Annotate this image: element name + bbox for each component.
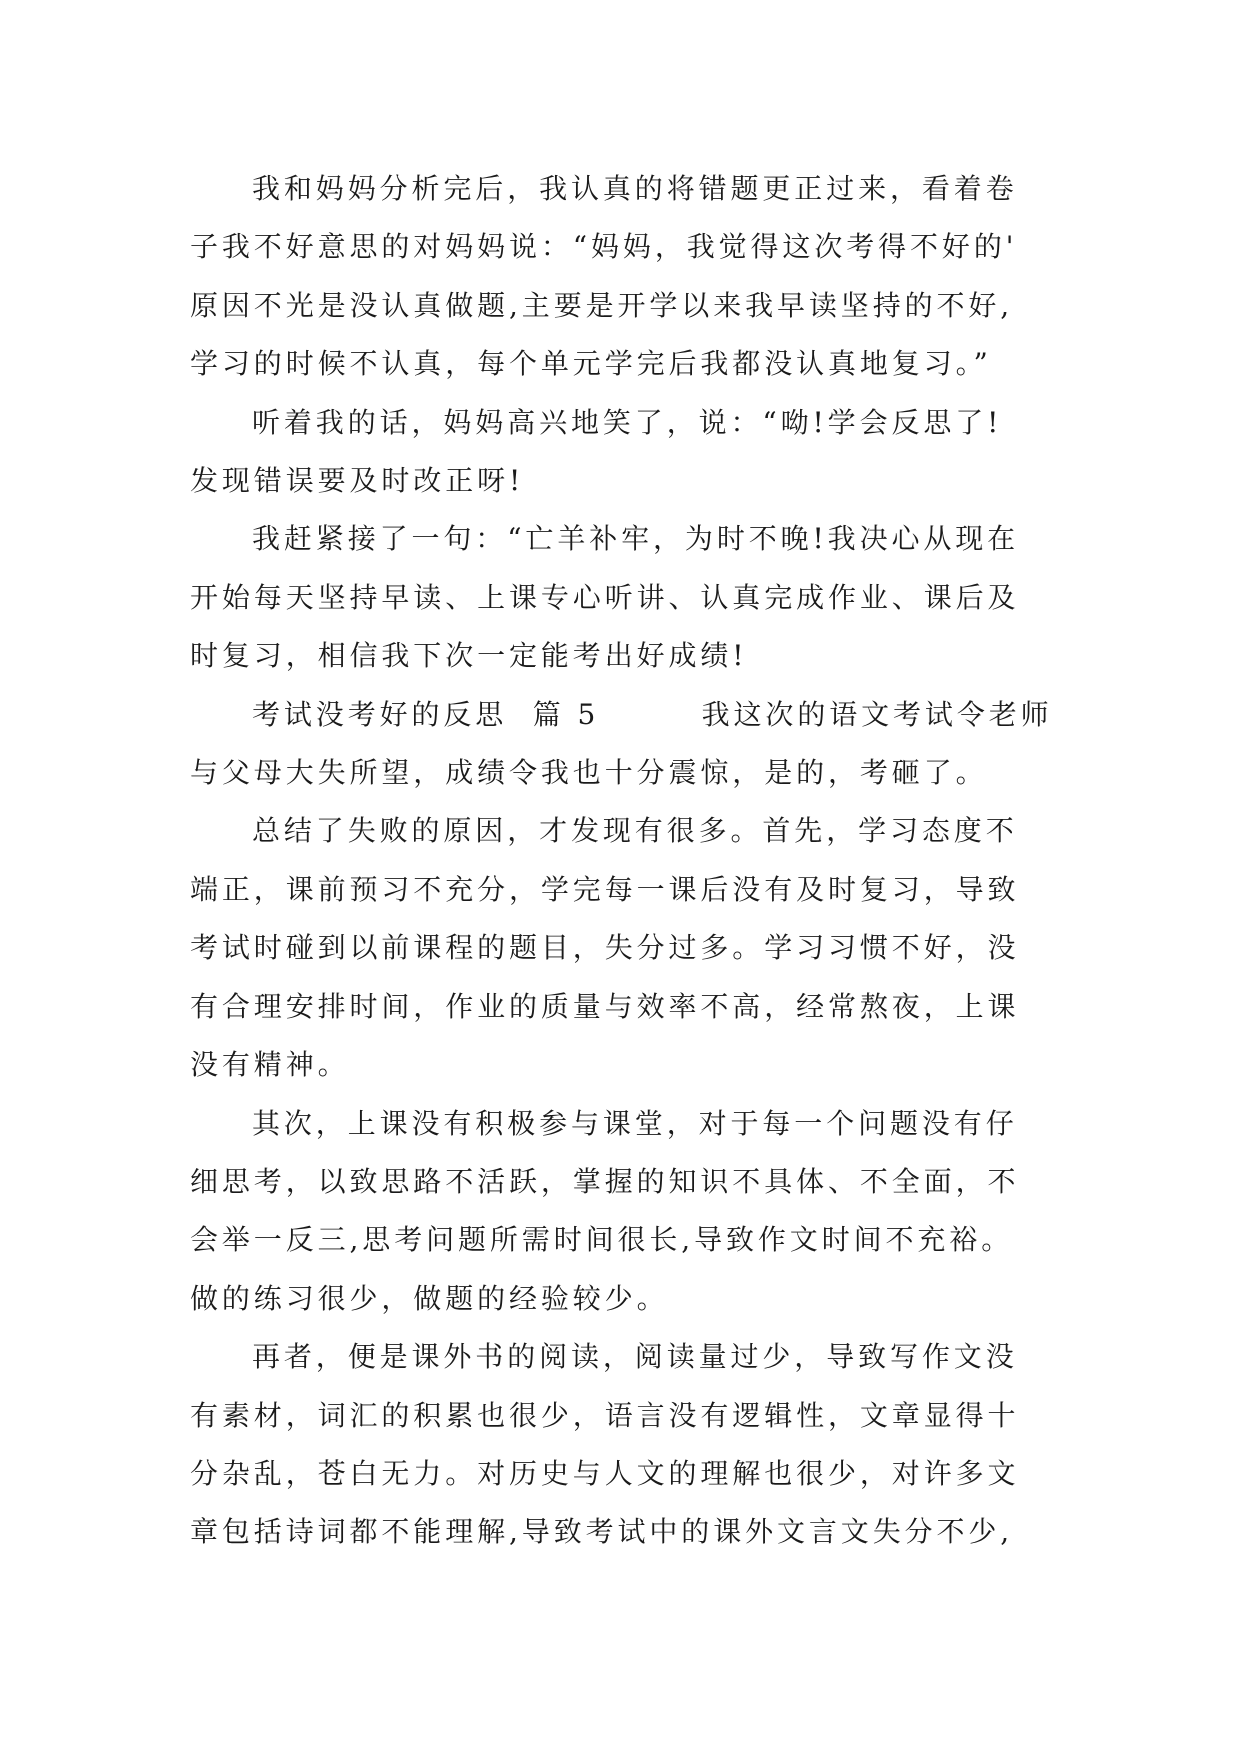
paragraph (190, 510, 1090, 685)
paragraph (190, 160, 1090, 394)
document-body (190, 160, 1090, 1562)
text-line: 子我不好意思的对妈妈说：“妈妈，我觉得这次考得不好的' (190, 230, 1018, 264)
text-line: 时复习，相信我下次一定能考出好成绩! (190, 639, 748, 673)
paragraph (190, 394, 1090, 511)
text-line: 发现错误要及时改正呀! (190, 464, 525, 498)
text-line: 与父母大失所望，成绩令我也十分震惊，是的，考砸了。 (190, 756, 988, 790)
text-line: 其次，上课没有积极参与课堂，对于每一个问题没有仔 (252, 1106, 1018, 1140)
text-line: 再者，便是课外书的阅读，阅读量过少，导致写作文没 (252, 1340, 1018, 1374)
text-line: 有素材，词汇的积累也很少，语言没有逻辑性，文章显得十 (190, 1398, 1020, 1432)
text-line: 做的练习很少，做题的经验较少。 (190, 1281, 669, 1315)
text-line: 开始每天坚持早读、上课专心听讲、认真完成作业、课后及 (190, 580, 1020, 614)
text-line: 会举一反三,思考问题所需时间很长,导致作文时间不充裕。 (190, 1223, 1014, 1257)
paragraph (190, 1328, 1090, 1562)
text-line: 章包括诗词都不能理解,导致考试中的课外文言文失分不少, (190, 1515, 1014, 1549)
text-line: 有合理安排时间，作业的质量与效率不高，经常熬夜，上课 (190, 989, 1020, 1023)
text-line: 听着我的话，妈妈高兴地笑了，说：“呦!学会反思了! (252, 405, 1003, 439)
text-line: 原因不光是没认真做题,主要是开学以来我早读坚持的不好, (190, 288, 1014, 322)
paragraph (190, 1095, 1090, 1329)
text-line: 我和妈妈分析完后，我认真的将错题更正过来，看着卷 (252, 172, 1018, 205)
text-line: 端正，课前预习不充分，学完每一课后没有及时复习，导致 (190, 872, 1020, 906)
paragraph (190, 802, 1090, 1094)
text-line: 考试没考好的反思 篇 5 我这次的语文考试令老师 (252, 697, 1053, 731)
text-line: 总结了失败的原因，才发现有很多。首先，学习态度不 (252, 814, 1018, 848)
text-line: 学习的时候不认真，每个单元学完后我都没认真地复习。” (190, 347, 992, 381)
text-line: 没有精神。 (190, 1048, 350, 1082)
text-line: 分杂乱，苍白无力。对历史与人文的理解也很少，对许多文 (190, 1456, 1020, 1490)
text-line: 我赶紧接了一句：“亡羊补牢，为时不晚!我决心从现在 (252, 522, 1020, 556)
text-line: 细思考，以致思路不活跃，掌握的知识不具体、不全面，不 (190, 1164, 1020, 1198)
paragraph (190, 686, 1090, 803)
text-line: 考试时碰到以前课程的题目，失分过多。学习习惯不好，没 (190, 931, 1020, 965)
